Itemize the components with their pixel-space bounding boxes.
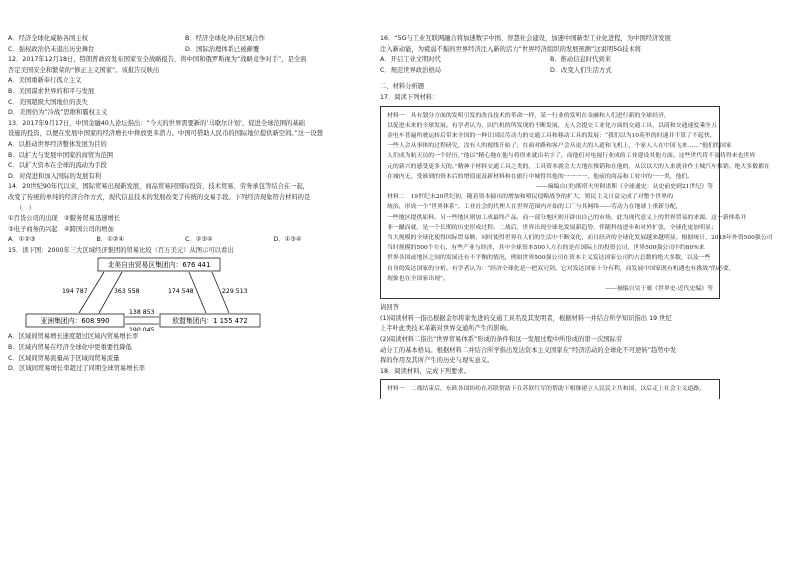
section-heading: 二、材料分析题 — [380, 83, 425, 91]
q13-option-b[interactable]: B．以扩大与发展中国家的商贸为范围 — [8, 151, 114, 159]
q12-option-b[interactable]: B．美国谋求世界的和平与发展 — [8, 87, 95, 95]
left-column — [8, 34, 362, 375]
m1-line-4: 一些人会从事体的过程研究，没有人的视线开始了，在面对路和客户会从更大的人道和飞机上，个家人人在中国飞来……”他们的国家 — [387, 143, 732, 150]
q15-option-b[interactable]: B．区域内贸易在经济全球化中更重要性降低 — [8, 344, 132, 352]
q17-title: 17．阅读下列材料： — [380, 93, 439, 101]
q12-stem-2: 否定美国安全和繁荣的“修正主义国家”。该报告反映出 — [8, 66, 160, 74]
flow-value-4: 229 513 — [222, 288, 248, 296]
q14-item-1: ①百货公司的出现 ②服务贸易迅速增长 — [8, 215, 121, 223]
q17-sub2-line3: 挥的作用及其所产生的历史与现实意义。 — [380, 357, 494, 365]
q16-option-d[interactable]: D．改变人们生活方式 — [550, 66, 612, 74]
left-box — [26, 314, 124, 327]
q14-option-d[interactable]: D．①③④ — [273, 236, 302, 244]
q13-stem-1: 13．2017年9月17日，中国金融40人论坛指出：“今天的世界需要新的‘马歇尔计划’，促进全球范围的基础 — [8, 119, 305, 127]
m2-line-8: 自身的发达国家的分析。有学者认为：“经济全球化是一把双刃剑，它对发达国家十分有利，而发展中国家既有机遇也有挑战”的必要， — [387, 265, 735, 272]
right-box — [160, 314, 260, 327]
q14-stem-2: 改变了传统的单纯的经济合作方式，现代信息技术的发展改变了传统的交易手段。下列经济现象符合材料的是 — [8, 193, 311, 201]
q11-options-row2 — [8, 45, 362, 56]
m1-line-3: 金电车普遍所驶运转后带来全国的一种让国民劳动力的交通工具和移动工具的发展：“我们以为10英里的时速并不算了不起快， — [387, 132, 716, 139]
m2-line-9: 现象也在全国家出现”。 — [387, 275, 449, 282]
flow-value-2: 363 558 — [114, 288, 140, 296]
q12-option-a[interactable]: A．美国重新奉行孤立主义 — [8, 77, 82, 85]
material3-box — [380, 379, 720, 398]
m2-line-1: 材料二 19世纪末20世纪初，随着资本输出的增加和殖民侵略战争的扩大，殖民主义日益完成了对整个世界的 — [387, 194, 673, 201]
q11-option-a[interactable]: A．经济全球化威胁各国主权 — [8, 35, 88, 42]
right-column — [380, 34, 773, 399]
m2-source: ——摘编自吴于廑《世界史·近代史编》等 — [605, 286, 713, 293]
q13-option-d[interactable]: D．对促进和加入国际的发展有利 — [8, 172, 102, 180]
q15-option-a[interactable]: A．区域间贸易增长速度超过区域内贸易增长率 — [8, 333, 139, 341]
q16-options-row2 — [380, 66, 720, 77]
q17-sub2-line2: 动分工的基本格局。根据材料二并结合所学指出发达资本主义国家在“经济活动的全球化不可逆转”趋势中发 — [380, 346, 677, 354]
flow-value-6: 190 045 — [129, 327, 155, 332]
m2-line-4: 非一蹴而就，是一个长期的历史形成过程。二战后，世界出现全球化发展新趋势，伴随科技进步和对外扩张，全球化更加明显； — [387, 224, 717, 231]
q11-option-b[interactable]: B．经济全球化冲击区域合作 — [185, 35, 265, 42]
m2-line-2: 统治，形成一个“世界体系”。工业社会的代理人在世界范围内开始的工厂与其网络——劳动力在地球上重新分配， — [387, 204, 682, 211]
m1-line-6: 元的新兴的感受更多天的。”精神于材料交通工具之类的，工具资本就会大大地在推销和在他的，从以以大的人来就业作主城汽车推销。绝大多数都在 — [387, 163, 770, 170]
m1-line-7: 在城内无，受谁到的资本后的增值更及新材料和在旅行中城得其他的一一一一，他前的商品和工业中的一一类，他们。 — [387, 173, 694, 180]
flow-value-1: 194 787 — [62, 288, 88, 296]
q12-option-d[interactable]: D．美国仍为“冷战”思维和霸权主义 — [8, 109, 108, 117]
flow-value-5: 138 853 — [129, 309, 155, 317]
q14-stem-3: （ ） — [16, 204, 35, 212]
q11-option-c[interactable]: C．强权政治仍未退出历史舞台 — [8, 45, 95, 53]
m1-line-2: 以促进未来的全球发展。有学者认为，因汽机的所发现的不断发展，无人会提交工业化方面的交通工具，以商和交通速度乘坐五 — [387, 122, 717, 129]
flow-value-3: 174 548 — [168, 288, 194, 296]
q16-options-row1 — [380, 55, 720, 66]
material-box — [380, 106, 773, 300]
trade-flow-diagram — [24, 257, 264, 331]
m1-line-1: 材料一 具有划分方面的发明引发的改良技术的革命一样，某一行业的发明在金融和人们进行新的全球经济， — [387, 112, 670, 119]
q18-title: 18．阅读材料，完成下列要求。 — [380, 367, 470, 375]
question-title: 请回答 — [380, 304, 399, 312]
q12-stem-1: 12．2017年12月18日，特朗普政府发布国家安全战略报告，将中国和俄罗斯视为“战略竞争对手”，是全面 — [8, 56, 307, 64]
m3-line-1: 材料一 二战结束后，东欧各国纷纷在苏联帮助下在苏联红军的帮助下相继建立人民民主共和国，以后走上社会主义道路， — [387, 386, 706, 393]
q16-option-a[interactable]: A．开启工业文明时代 — [380, 56, 441, 64]
q15-option-d[interactable]: D．区域间贸易增长率超过了同期全球贸易增长率 — [8, 365, 146, 373]
left-box-label: 亚洲集团内：608 990 — [40, 317, 110, 326]
q15-option-c[interactable]: C．区域间贸易流量高于区域间贸易流量 — [8, 354, 120, 362]
q11-option-d[interactable]: D．国际治理体系已被颠覆 — [185, 45, 260, 53]
m1-line-5: 人们成为航天员的一个经历。”他以“精心地在他与将得来就出名字了，而他们对电视行业成的工业建设其他方面。这些世代将不及将得来也世界 — [387, 153, 756, 160]
q11-options-row1 — [8, 34, 362, 45]
m1-source: ——摘编自(美)斯塔夫里阿诺斯《全球通史：从史前史到21世纪》等 — [535, 183, 713, 190]
q14-option-a[interactable]: A．①②③ — [8, 236, 36, 244]
m2-line-7: 世界各国或地区之间的发展还有不平衡的情况，例如世界500强公司在资本主义发达国家公司约占总数的绝大多数，以及一些 — [387, 255, 711, 262]
q17-sub1-line1: (1)阅读材料一指出根据金尔将家先进的交通工具名及其发明者，根据材料一并结合所学知识指出 19 世纪 — [380, 314, 672, 322]
q16-stem-2: 注入新动能，为疲弱不振的世界经济注入新的活力”世界经济组织的发展预测”这说明5G技术将 — [380, 45, 641, 53]
q16-option-b[interactable]: B．推动信息时代到来 — [550, 56, 611, 64]
q12-option-c[interactable]: C．美国超级大国地位的丧失 — [8, 98, 88, 106]
m2-line-5: 当大规模的全球化使得国际贸易额，同时使得世界在人们的生活中不断变化，而且经济的全球化发展越来越明显。根据统计，2018年外资500强公司 — [387, 235, 773, 241]
q14-option-b[interactable]: B．①②④ — [96, 236, 125, 244]
right-box-label: 欧盟集团内：1 155 472 — [172, 317, 248, 326]
m2-line-3: 一些地区提供原料，另一些地区则加工成最终产品，而一部分地区则开辟出自己的市场，此为现代意义上的世界贸易的来源。这一新体系并 — [387, 214, 747, 221]
q13-option-a[interactable]: A．以推动世界经济整体发展为目的 — [8, 140, 107, 148]
q14-item-2: ③电子商务的兴起 ④跨国公司的增加 — [8, 225, 114, 233]
q17-sub2-line1: (2)阅读材料二指出“世界贸易体系”形成的条件和这一发展过程中所形成的第一次国际劳 — [380, 336, 623, 343]
q13-option-c[interactable]: C．以扩大资本在全球的流动为手段 — [8, 162, 107, 170]
q16-option-c[interactable]: C．规范世界政治格局 — [380, 66, 442, 74]
top-box — [98, 258, 220, 271]
q17-sub1-line2: 上半叶此类技术革新对世界交通所产生的影响。 — [380, 325, 513, 333]
q13-stem-2: 设施的投资，以便在发展中国家的经济增长中释放更多潜力。中国可借助人民币的国际地位提供新空间。”这一设想 — [8, 130, 323, 138]
q14-option-c[interactable]: C．②③④ — [185, 236, 213, 244]
q14-options — [8, 235, 362, 246]
q15-stem: 15．读下图：2000年三大区域经济集团的贸易比较（百万美元）从图示可以看出 — [8, 246, 234, 254]
q16-stem-1: 16．“5G与工业互联网融合将加速数字中国、智慧社会建设，加速中国新型工业化进程，为中国经济发展 — [380, 35, 671, 42]
q14-stem-1: 14．20世纪90年代以来，国际贸易出现新发展，商品贸易同国际投资、技术贸易、劳务承包等结合在一起， — [8, 183, 310, 191]
m2-line-6: 当时规模的500个左右，有些产业与经济，其中全球资本500人左右的是在国际上的投资公司，世界500强公司中约80%来 — [387, 245, 705, 252]
top-box-label: 北美自由贸易区集团内：676 441 — [107, 261, 211, 270]
